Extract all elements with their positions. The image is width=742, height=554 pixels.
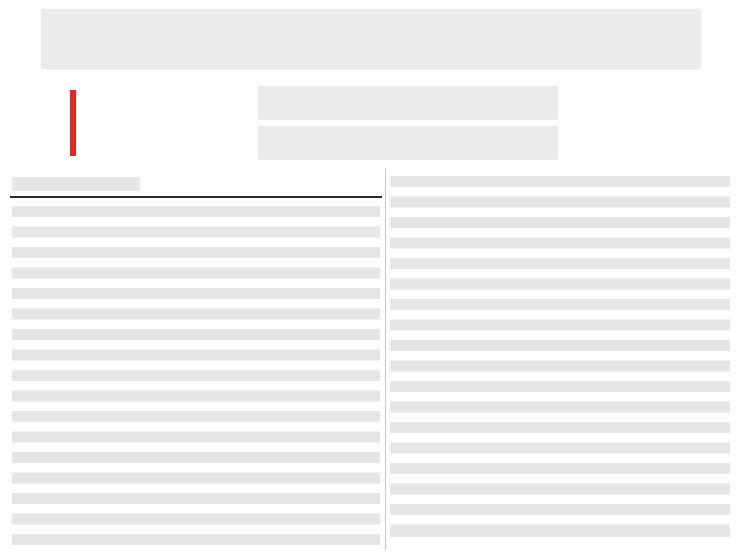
subheadline-lines [98, 86, 718, 160]
subheadline-1 [258, 86, 558, 120]
subhead-accent-rule [70, 90, 76, 156]
column-divider [385, 168, 386, 550]
article-paragraph [12, 206, 380, 550]
headline [41, 9, 701, 69]
article-paragraph [390, 176, 730, 526]
subheadline-2 [258, 126, 558, 160]
byline [12, 174, 140, 194]
article-column-left [12, 206, 380, 550]
article-column-right [390, 176, 730, 550]
continued-note [390, 526, 730, 546]
byline-rule [10, 196, 382, 198]
headline-block [0, 0, 742, 78]
subheadline-block [14, 86, 730, 160]
